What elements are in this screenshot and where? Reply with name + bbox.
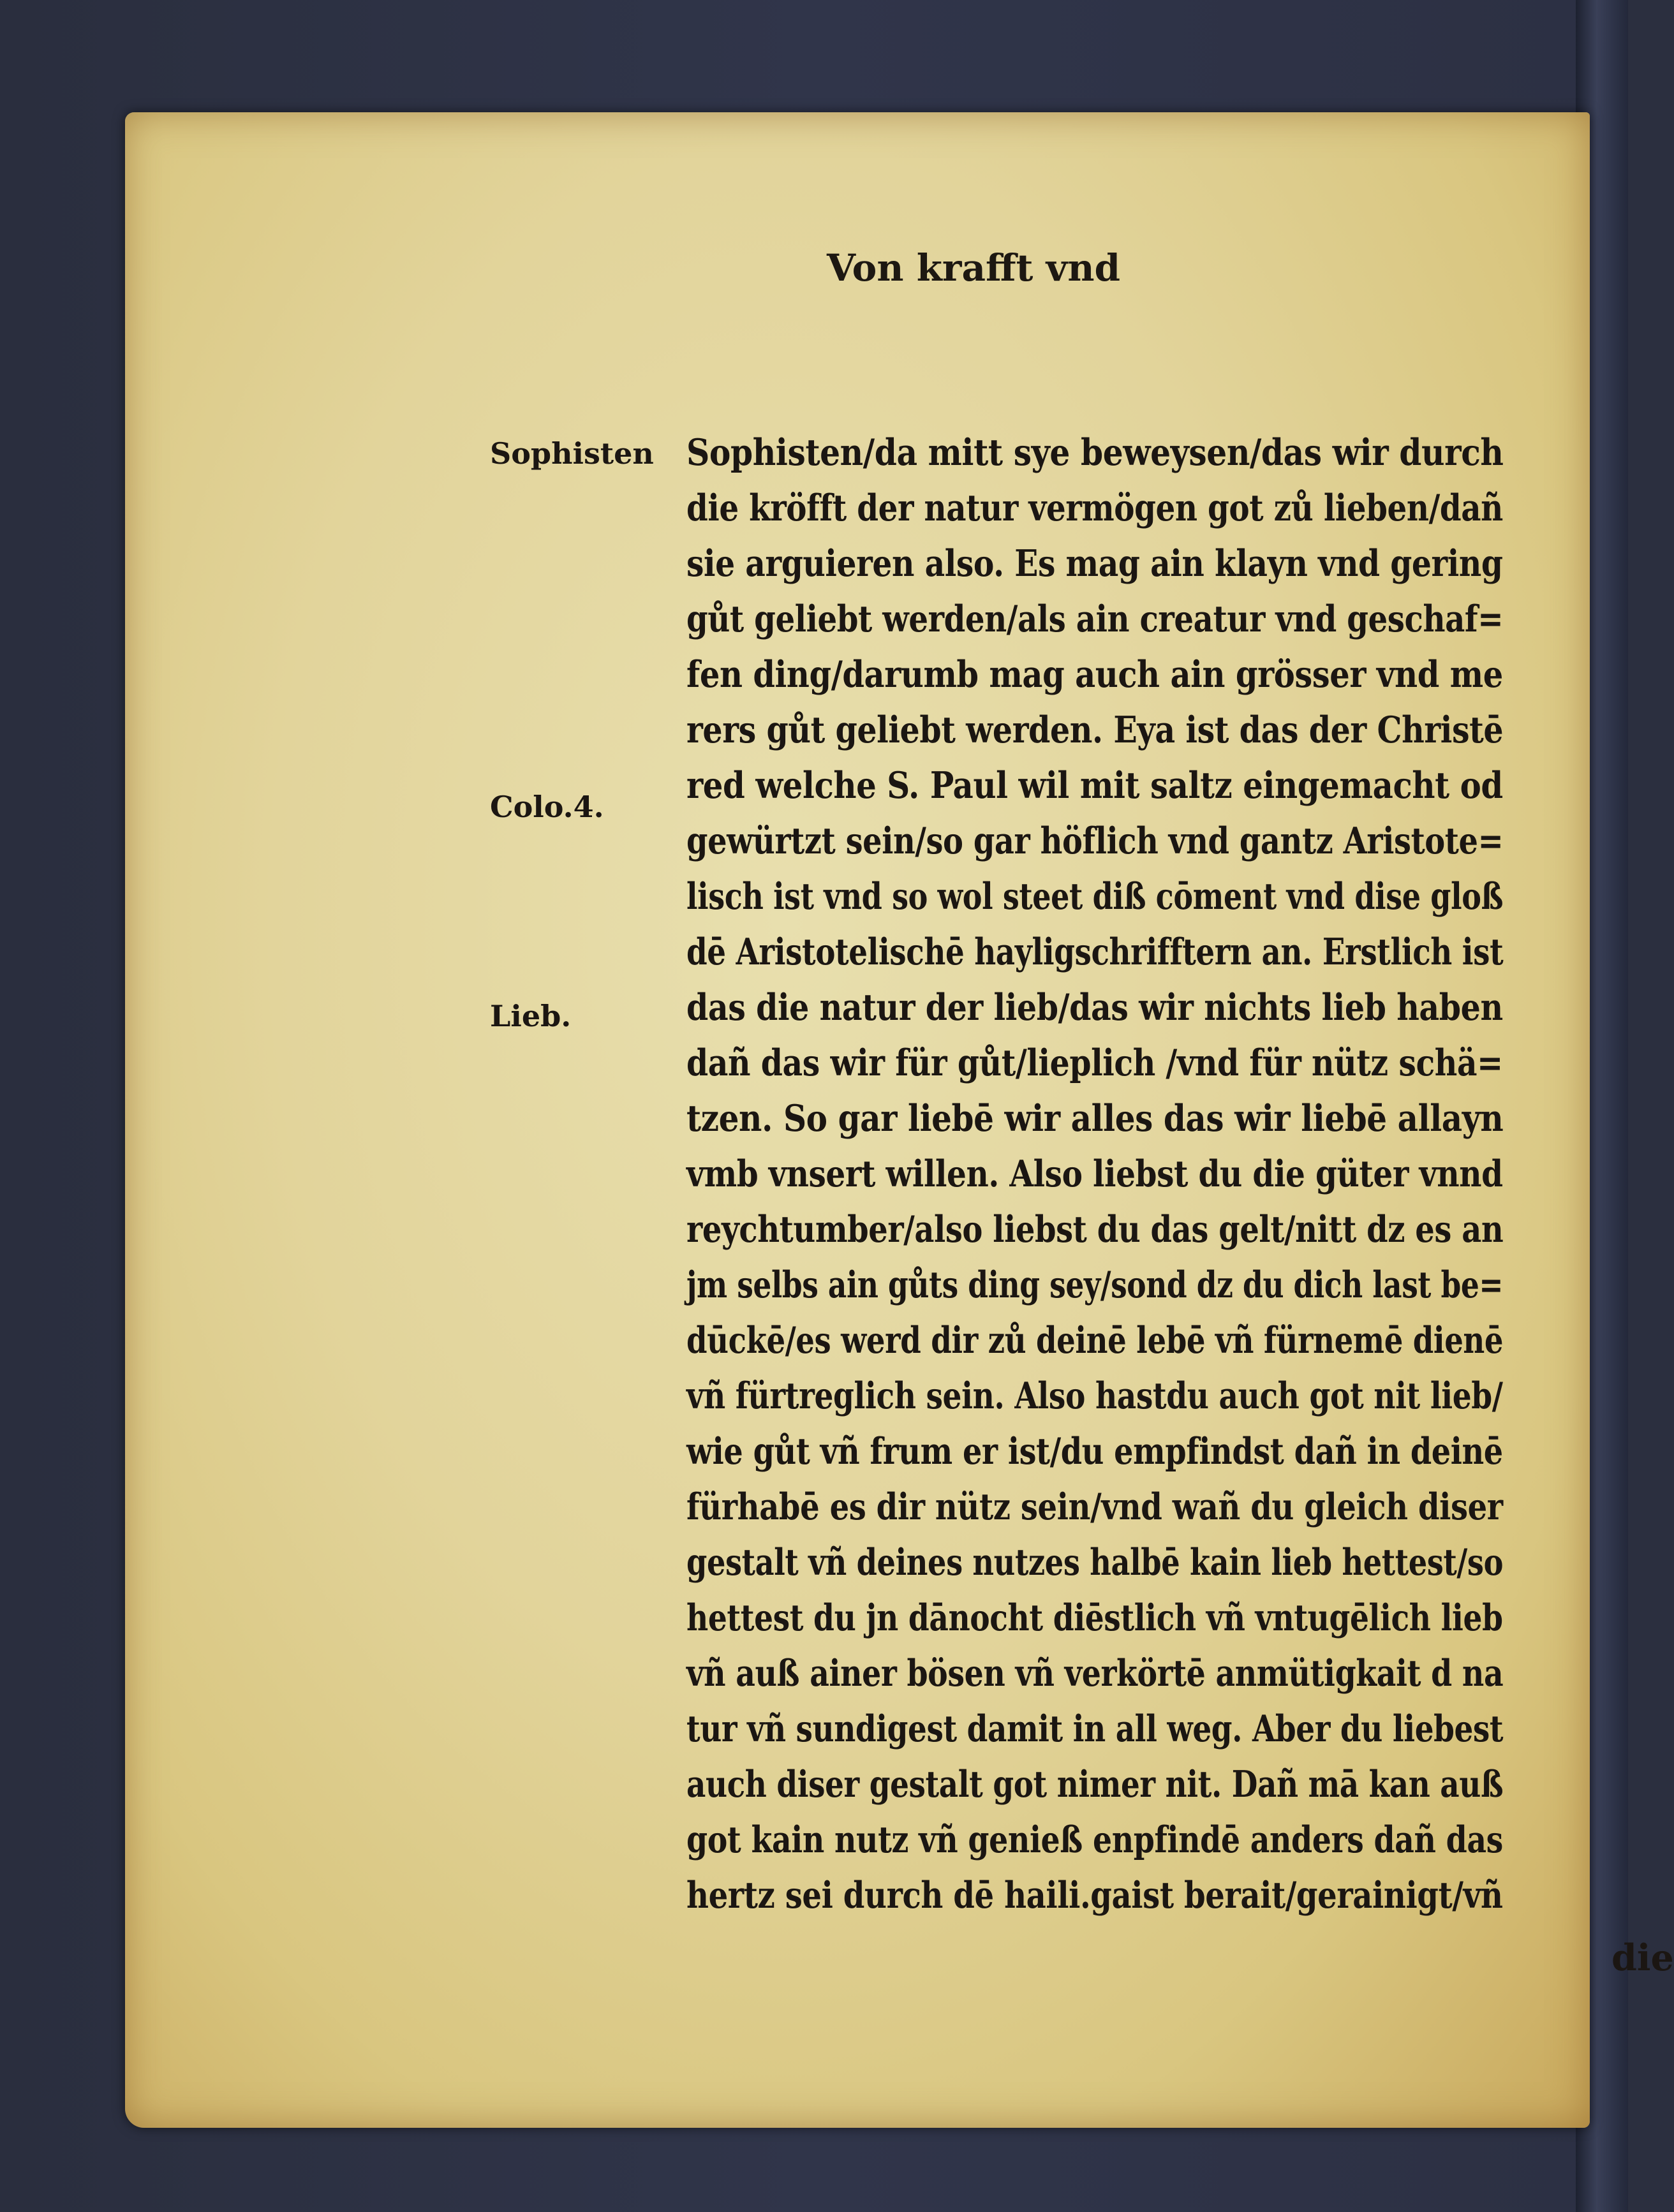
text-line: die kröfft der natur vermögen got zů lieben/dañ <box>686 487 1503 529</box>
text-line: dañ das wir für gůt/lieplich /vnd für nütz schä= <box>686 1042 1503 1084</box>
text-line: wie gůt vñ frum er ist/du empfindst dañ in deinē <box>686 1430 1503 1473</box>
text-line: dē Aristotelischē hayligschrifftern an. Erstlich ist <box>686 931 1504 973</box>
text-line: dūckē/es werd dir zů deinē lebē vñ fürnemē dienē <box>686 1319 1504 1362</box>
text-line: gestalt vñ deines nutzes halbē kain lieb hettest/so <box>686 1541 1504 1584</box>
text-line: fürhabē es dir nütz sein/vnd wañ du gleich diser <box>686 1486 1503 1528</box>
margin-note-lieb: Lieb. <box>490 999 572 1033</box>
text-line: das die natur der lieb/das wir nichts lieb haben <box>686 986 1503 1029</box>
text-line: gůt geliebt werden/als ain creatur vnd geschaf= <box>686 598 1504 640</box>
text-line: lisch ist vnd so wol steet diß cōment vnd dise gloß <box>686 875 1504 918</box>
text-line: tur vñ sundigest damit in all weg. Aber du liebest <box>686 1707 1504 1750</box>
running-header: Von krafft vnd <box>827 246 1121 290</box>
text-line: vñ fürtreglich sein. Also hastdu auch got nit lieb/ <box>686 1375 1503 1417</box>
text-line: gewürtzt sein/so gar höflich vnd gantz Aristote= <box>686 820 1504 862</box>
text-line: rers gůt geliebt werden. Eya ist das der Christē <box>686 709 1504 751</box>
text-line: fen ding/darumb mag auch ain grösser vnd me <box>686 653 1503 696</box>
text-line: vñ auß ainer bösen vñ verkörtē anmütigkait d na <box>686 1652 1504 1695</box>
text-line: vmb vnsert willen. Also liebst du die güter vnnd <box>686 1153 1503 1195</box>
text-line: red welche S. Paul wil mit saltz eingemacht od <box>686 764 1503 807</box>
margin-note-sophisten: Sophisten <box>490 436 654 471</box>
text-line: Sophisten/da mitt sye beweysen/das wir durch <box>686 431 1504 474</box>
book-page <box>125 112 1674 2128</box>
text-line: hertz sei durch dē haili.gaist berait/gerainigt/vñ <box>686 1874 1503 1917</box>
margin-note-colo: Colo.4. <box>490 790 604 824</box>
text-line: hettest du jn dānocht diēstlich vñ vntugēlich lieb <box>686 1596 1503 1639</box>
text-line: jm selbs ain gůts ding sey/sond dz du dich last be= <box>686 1264 1504 1306</box>
page-text <box>125 112 1674 2128</box>
text-line: sie arguieren also. Es mag ain klayn vnd gering <box>686 542 1503 585</box>
text-line: reychtumber/also liebst du das gelt/nitt dz es an <box>686 1208 1504 1251</box>
catchword: die <box>1611 1936 1674 1979</box>
text-line: auch diser gestalt got nimer nit. Dañ mā kan auß <box>686 1763 1504 1806</box>
text-line: got kain nutz vñ genieß enpfindē anders dañ das <box>686 1818 1503 1861</box>
text-line: tzen. So gar liebē wir alles das wir liebē allayn <box>686 1097 1504 1140</box>
